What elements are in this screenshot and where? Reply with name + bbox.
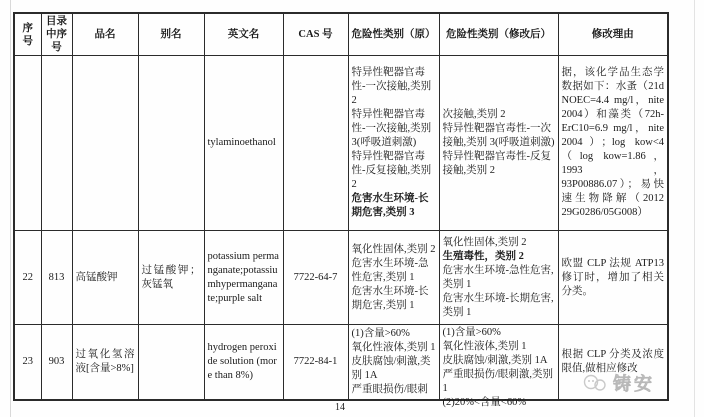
header-catalog-no: 目录中序号 xyxy=(41,13,72,56)
hazard-line: 氧化性固体,类别 2 xyxy=(442,236,527,248)
hazard-line: 严重眼损伤/眼刺激,类别 1 xyxy=(442,369,554,394)
header-revision-reason: 修改理由 xyxy=(558,13,668,56)
table-header-row xyxy=(14,13,668,56)
hazard-line: 严重眼损伤/眼刺 xyxy=(351,384,428,395)
page-left-edge-line xyxy=(10,0,11,417)
hazard-line: 特异性靶器官毒性-一次接触,类别 3(呼吸道刺激) xyxy=(442,123,555,148)
cas-no-cell: 7722-84-1 xyxy=(283,325,348,401)
product-name-cell xyxy=(72,56,138,231)
hazard-line: 特异性靶器官毒性-一次接触,类别 2 xyxy=(351,67,432,106)
product-name-cell: 高锰酸钾 xyxy=(72,231,138,325)
seq-cell: 22 xyxy=(14,231,41,325)
hazard-line: (1)含量>60% xyxy=(351,328,410,339)
revision-reason-cell: 根据 CLP 分类及浓度限值,做相应修改 xyxy=(558,325,668,401)
seq-cell: 23 xyxy=(14,325,41,401)
page-right-edge-line xyxy=(694,0,695,417)
page-number: 14 xyxy=(335,402,345,413)
catalog-no-cell xyxy=(41,56,72,231)
hazard-revised-cell xyxy=(439,231,558,325)
table-row xyxy=(14,231,668,325)
hazard-line: 氧化性液体,类别 1 xyxy=(351,342,436,353)
hazard-original-cell xyxy=(348,231,439,325)
table-row xyxy=(14,56,668,231)
cas-no-cell xyxy=(283,56,348,231)
header-seq: 序号 xyxy=(14,13,41,56)
header-product-name: 品名 xyxy=(72,13,138,56)
header-hazard-original: 危险性类别（原） xyxy=(348,13,439,56)
hazard-line: 氧化性固体,类别 2 xyxy=(351,243,436,255)
hazard-line: 特异性靶器官毒性-反复接触,类别 2 xyxy=(442,151,551,176)
english-name-cell: potassium permanganate;potassiumhypermanganate;purple salt xyxy=(204,231,283,325)
hazard-line: 危害水生环境-急性危害,类别 1 xyxy=(442,264,554,290)
hazard-line: 危害水生环境-长期危害,类别 1 xyxy=(442,292,554,318)
header-hazard-revised: 危险性类别（修改后） xyxy=(439,13,558,56)
hazard-line: (1)含量>60% xyxy=(442,327,501,338)
hazard-original-cell xyxy=(348,56,439,231)
header-alias: 别名 xyxy=(138,13,204,56)
revision-reason-cell: 据，该化学品生态学数据如下：水蚤（21d NOEC=4.4 mg/l，nite 2004）和藻类（72h-ErC10=6.9 mg/l，nite 2004）；log kow<4（log kow=1.86，1993，93P00886.07）；易快速生物降解（2012 29G0286/05G008） xyxy=(558,56,668,231)
english-name-cell: tylaminoethanol xyxy=(204,56,283,231)
revision-reason-cell: 欧盟 CLP 法规 ATP13 修订时，增加了相关分类。 xyxy=(558,231,668,325)
hazard-line: 生殖毒性，类别 2 xyxy=(442,250,524,262)
table-row xyxy=(14,325,668,401)
hazard-line: 特异性靶器官毒性-反复接触,类别 2 xyxy=(351,151,432,190)
hazard-revised-cell xyxy=(439,56,558,231)
hazard-line: 危害水生环境-长期危害,类别 1 xyxy=(351,285,429,311)
alias-cell: 过锰酸钾；灰锰氧 xyxy=(138,231,204,325)
product-name-cell: 过氧化氢溶液[含量>8%] xyxy=(72,325,138,401)
cas-no-cell: 7722-64-7 xyxy=(283,231,348,325)
hazard-line: 皮肤腐蚀/刺激,类别 1A xyxy=(442,355,548,366)
english-name-cell: hydrogen peroxide solution (more than 8%) xyxy=(204,325,283,401)
catalog-no-cell: 903 xyxy=(41,325,72,401)
seq-cell xyxy=(14,56,41,231)
catalog-no-cell: 813 xyxy=(41,231,72,325)
hazard-line: (2)20%<含量<60% xyxy=(442,397,527,408)
hazard-original-cell xyxy=(348,325,439,401)
header-cas-no: CAS 号 xyxy=(283,13,348,56)
header-english-name: 英文名 xyxy=(204,13,283,56)
alias-cell xyxy=(138,325,204,401)
hazard-line: 特异性靶器官毒性-一次接触,类别 3(呼吸道刺激) xyxy=(351,109,432,148)
hazard-line: 危害水生环境-长期危害,类别 3 xyxy=(351,193,429,218)
hazard-line: 次接触,类别 2 xyxy=(442,109,506,120)
hazard-line: 氧化性液体,类别 1 xyxy=(442,341,527,352)
watermark-text: 铸安 xyxy=(613,374,655,394)
alias-cell xyxy=(138,56,204,231)
hazard-revised-cell xyxy=(439,325,558,408)
hazard-line: 皮肤腐蚀/刺激,类别 1A xyxy=(351,356,431,381)
hazard-line: 危害水生环境-急性危害,类别 1 xyxy=(351,257,429,283)
